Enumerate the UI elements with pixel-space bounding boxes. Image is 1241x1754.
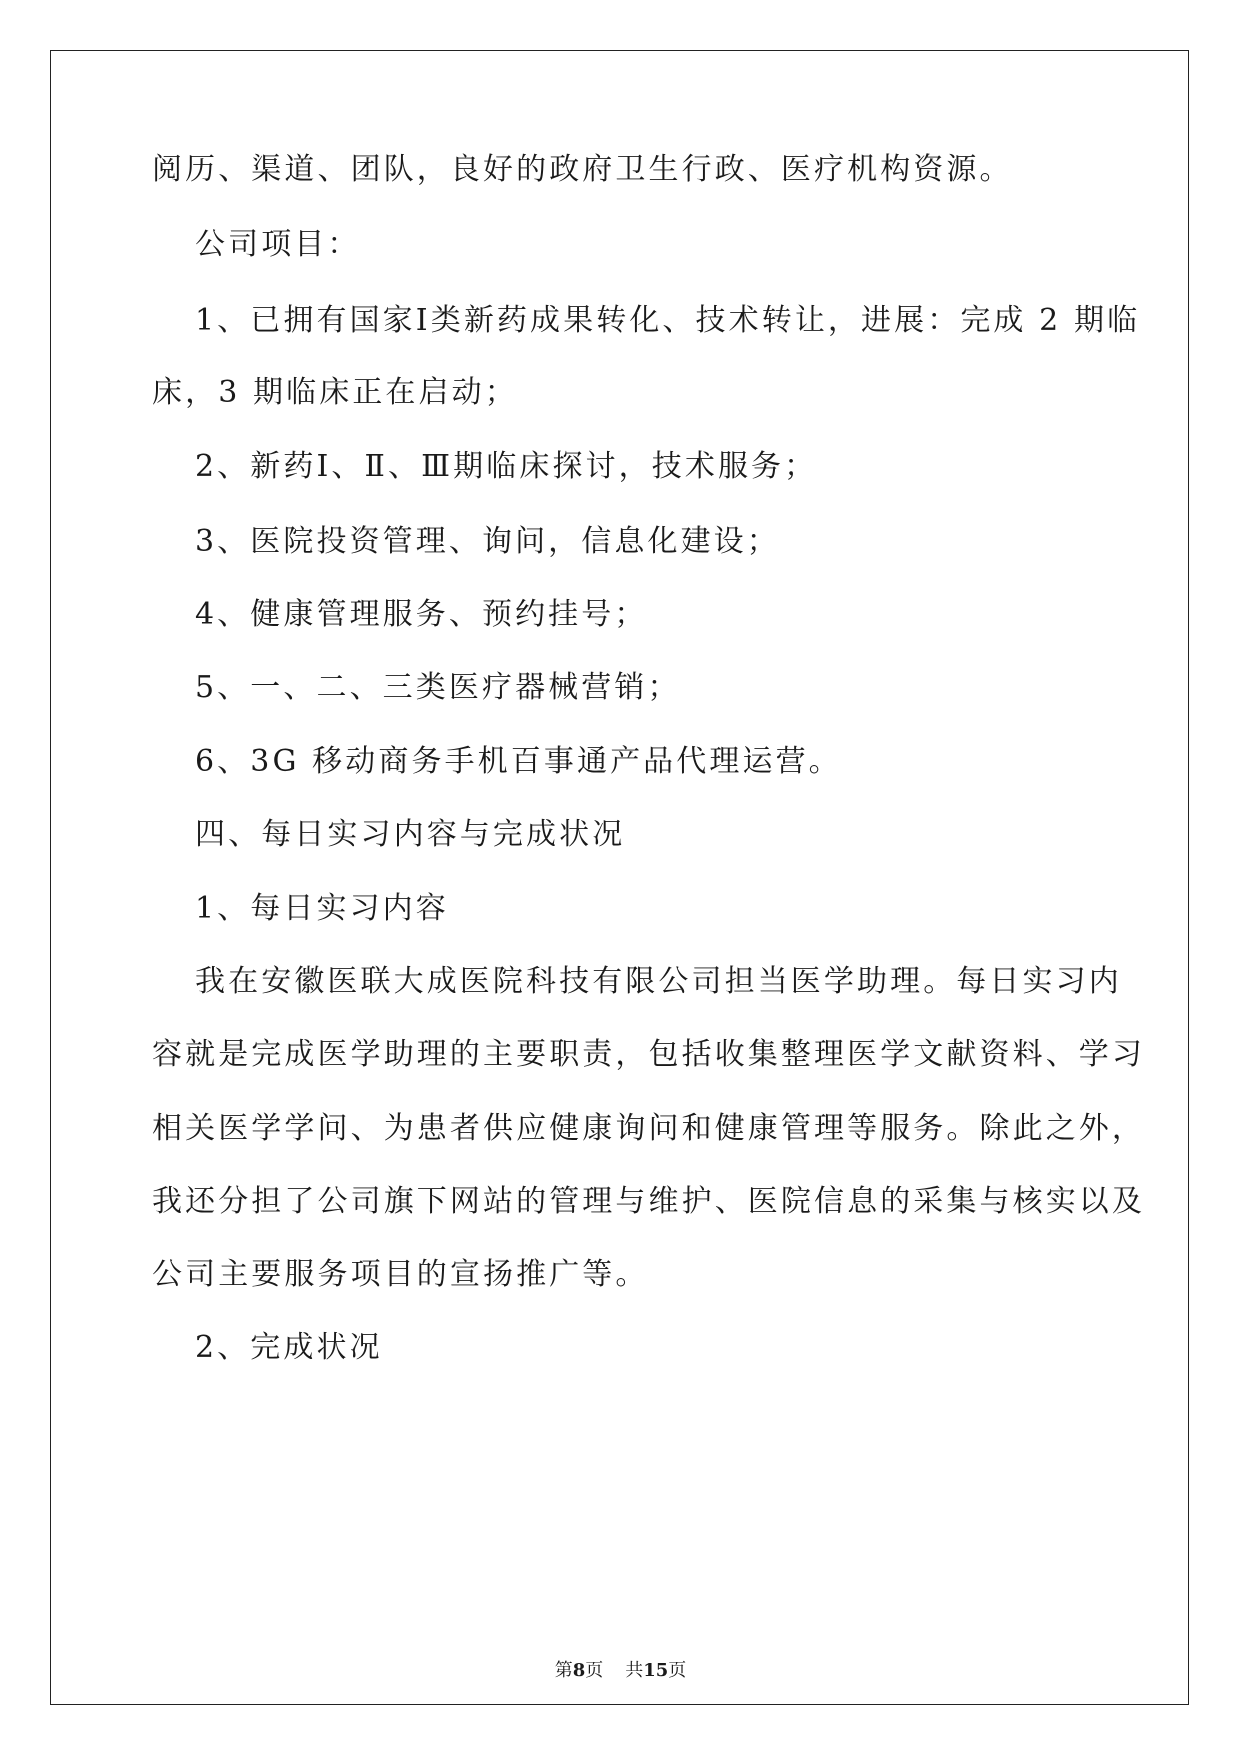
page-number: 8 (572, 1660, 586, 1681)
paragraph-line: 1、已拥有国家Ⅰ类新药成果转化、技术转让，进展：完成 2 期临 (195, 303, 1141, 338)
paragraph-line: 容就是完成医学助理的主要职责，包括收集整理医学文献资料、学习 (152, 1037, 1145, 1072)
paragraph-line: 我还分担了公司旗下网站的管理与维护、医院信息的采集与核实以及 (152, 1184, 1145, 1219)
paragraph-line: 5、一、二、三类医疗器械营销； (195, 670, 681, 705)
page-suffix: 页 (585, 1660, 604, 1681)
page-border (50, 50, 1189, 1705)
subsection-heading: 2、完成状况 (195, 1330, 383, 1365)
paragraph-line: 床，3 期临床正在启动； (152, 375, 518, 410)
subsection-heading: 1、每日实习内容 (195, 891, 449, 926)
page-prefix: 第 (554, 1660, 573, 1681)
paragraph-line: 6、3G 移动商务手机百事通产品代理运营。 (195, 744, 842, 779)
total-pages: 15 (643, 1660, 669, 1681)
paragraph-line: 公司主要服务项目的宣扬推广等。 (152, 1257, 649, 1292)
paragraph-line: 3、医院投资管理、询问，信息化建设； (195, 524, 780, 559)
total-suffix: 页 (668, 1660, 687, 1681)
page-footer (0, 1656, 1241, 1682)
paragraph-line: 我在安徽医联大成医院科技有限公司担当医学助理。每日实习内 (195, 964, 1122, 999)
section-heading: 四、每日实习内容与完成状况 (195, 817, 626, 852)
paragraph-line: 相关医学学问、为患者供应健康询问和健康管理等服务。除此之外， (152, 1111, 1145, 1146)
paragraph-line: 4、健康管理服务、预约挂号； (195, 597, 648, 632)
paragraph-line: 2、新药Ⅰ、Ⅱ、Ⅲ期临床探讨，技术服务； (195, 449, 818, 484)
total-prefix: 共 (625, 1660, 644, 1681)
paragraph-line: 公司项目： (195, 227, 361, 262)
paragraph-line: 阅历、渠道、团队，良好的政府卫生行政、医疗机构资源。 (152, 152, 1013, 187)
